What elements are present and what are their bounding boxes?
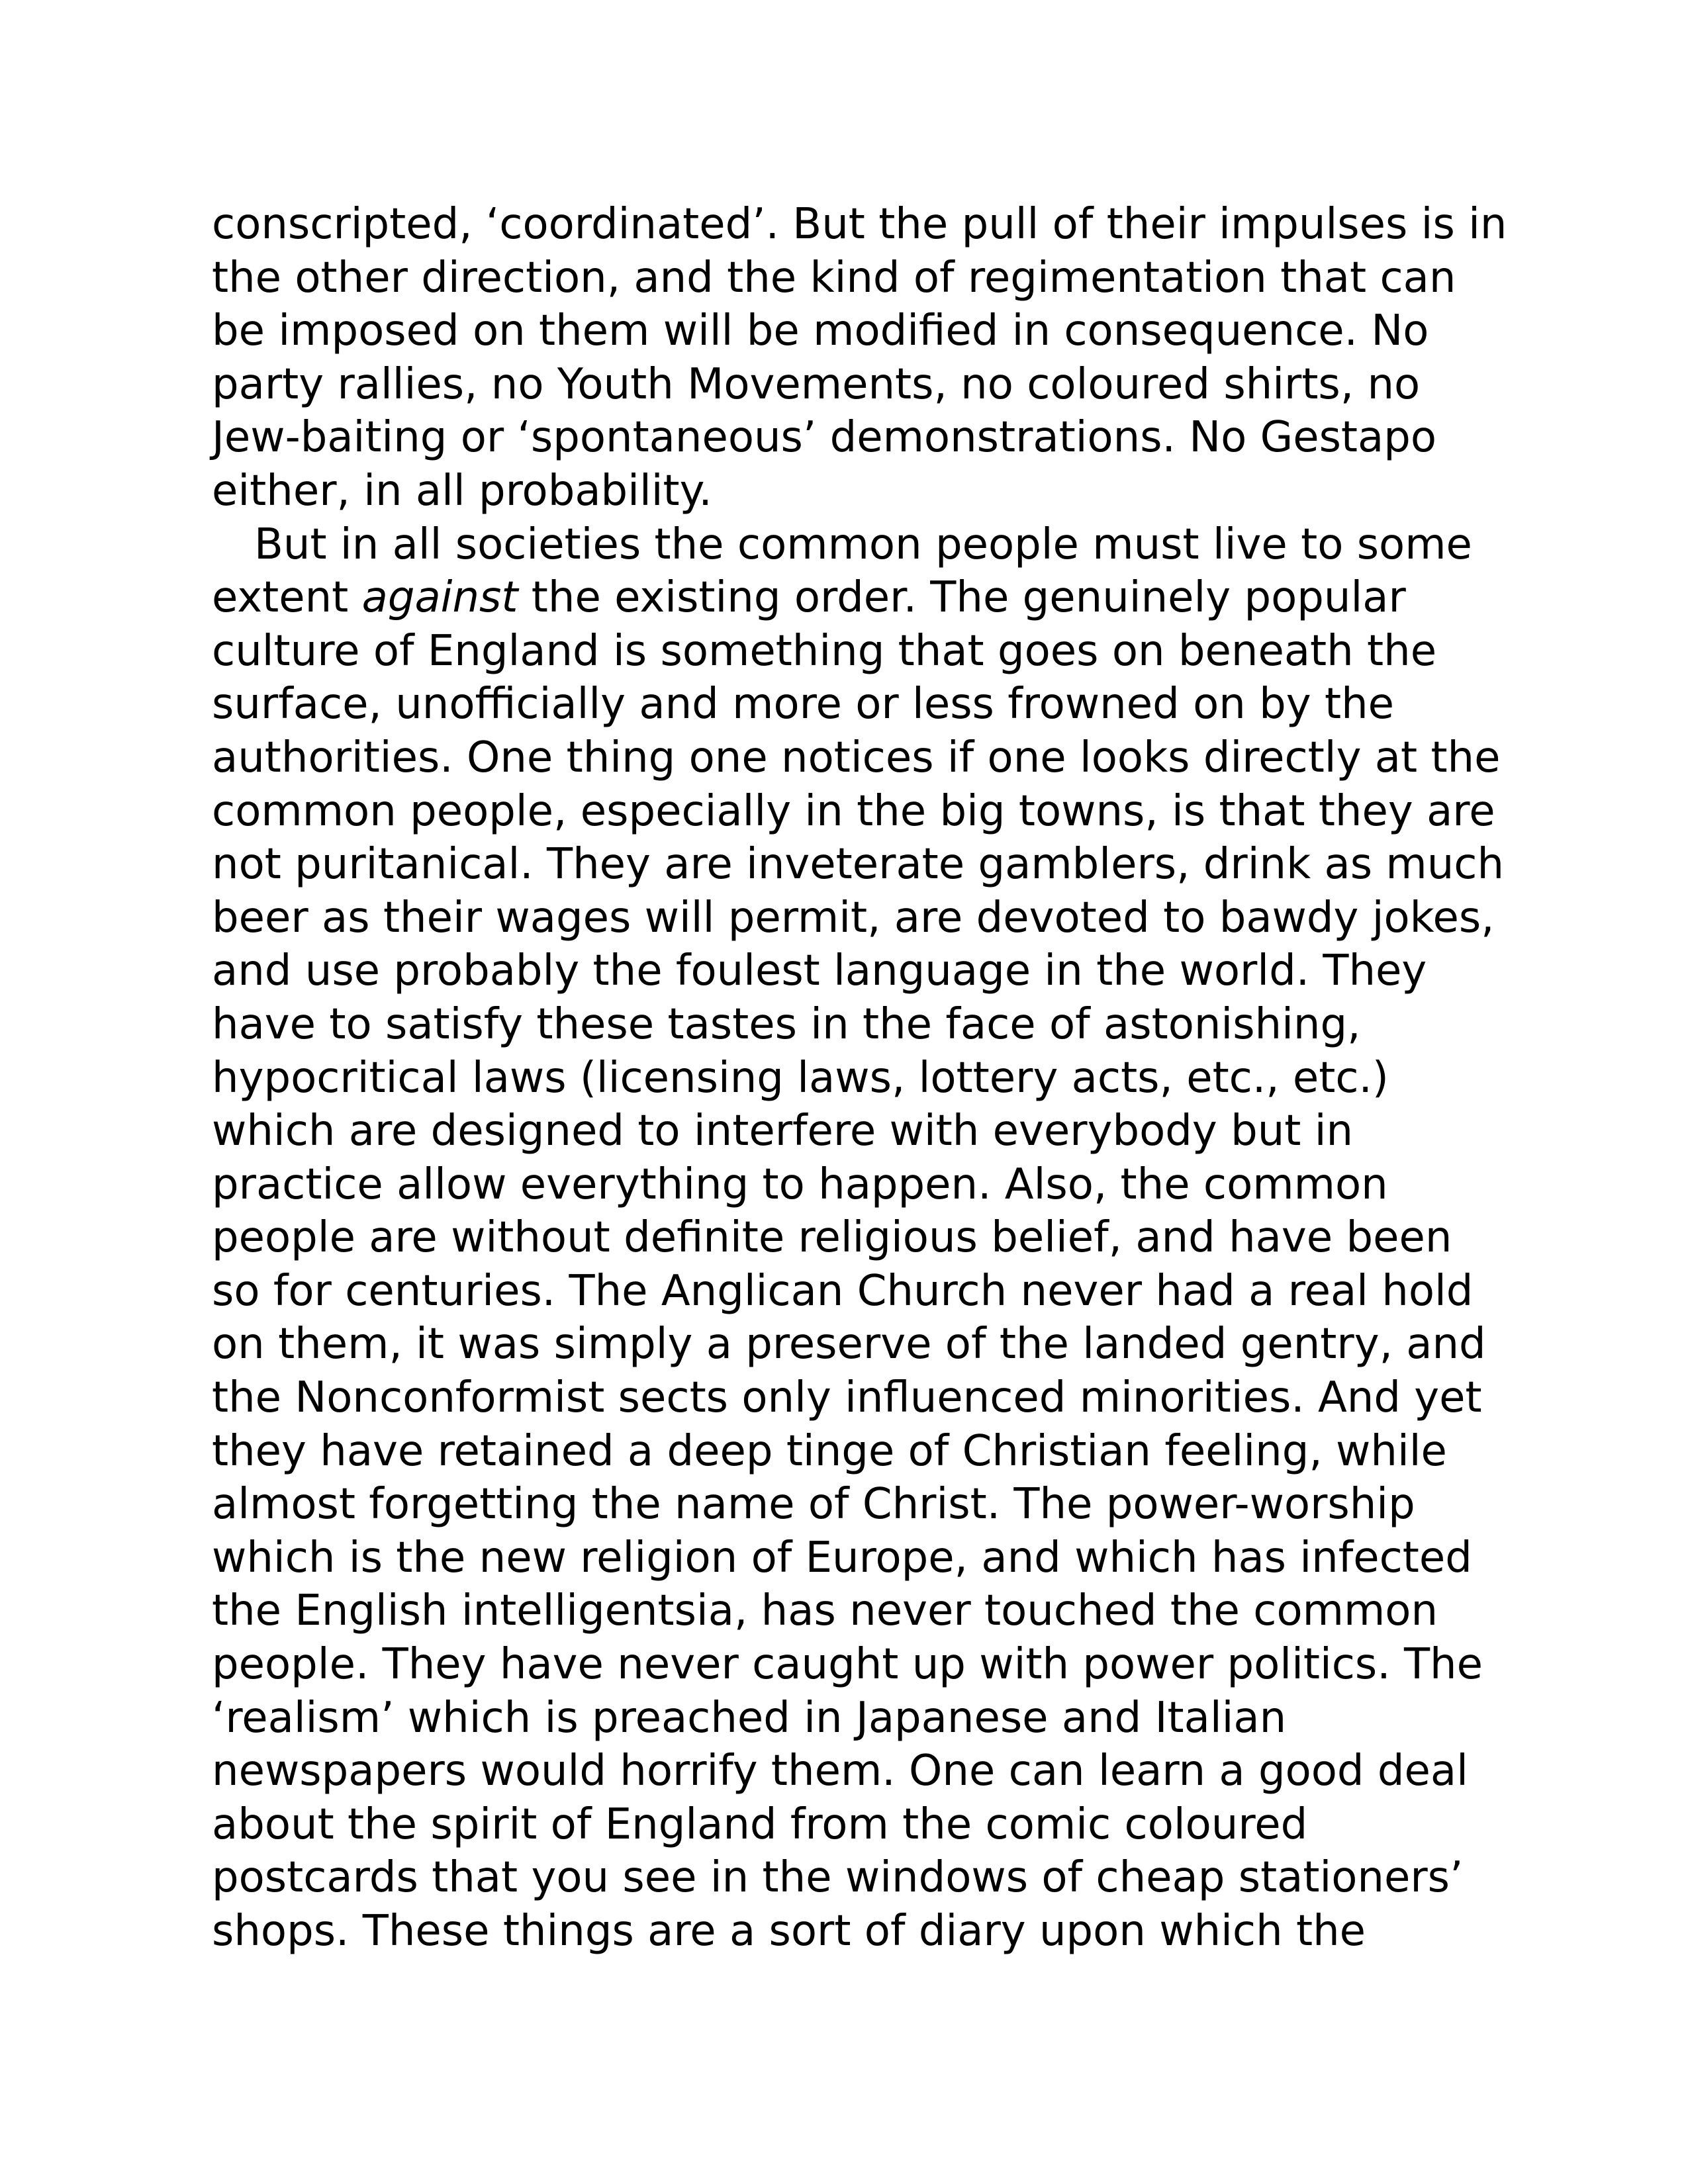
body-text bbox=[212, 198, 1509, 1958]
text-line: they have retained a deep tinge of Christian feeling, while bbox=[212, 1426, 1447, 1476]
text-line: be imposed on them will be modified in consequence. No bbox=[212, 306, 1429, 356]
paragraph bbox=[212, 198, 1509, 518]
italic-emphasis: against bbox=[361, 573, 518, 623]
text-line: which are designed to interfere with everybody but in bbox=[212, 1107, 1354, 1156]
text-line: about the spirit of England from the comic coloured bbox=[212, 1799, 1308, 1849]
text-line: hypocritical laws (licensing laws, lottery acts, etc., etc.) bbox=[212, 1053, 1389, 1103]
text-line: party rallies, no Youth Movements, no coloured shirts, no bbox=[212, 359, 1421, 409]
text-segment: the existing order. The genuinely popular bbox=[518, 573, 1406, 623]
text-line: common people, especially in the big towns, is that they are bbox=[212, 786, 1495, 836]
text-line: either, in all probability. bbox=[212, 466, 712, 516]
paragraph bbox=[212, 518, 1509, 1958]
text-line: so for centuries. The Anglican Church never had a real hold bbox=[212, 1266, 1474, 1316]
text-line: newspapers would horrify them. One can learn a good deal bbox=[212, 1747, 1468, 1796]
text-line-indented: But in all societies the common people must live to some bbox=[254, 520, 1472, 569]
text-line: almost forgetting the name of Christ. The power-worship bbox=[212, 1480, 1415, 1529]
text-line: culture of England is something that goes on beneath the bbox=[212, 626, 1437, 676]
text-line: not puritanical. They are inveterate gamblers, drink as much bbox=[212, 840, 1505, 889]
text-line: beer as their wages will permit, are devoted to bawdy jokes, bbox=[212, 893, 1495, 942]
text-line: and use probably the foulest language in the world. They bbox=[212, 946, 1427, 996]
text-line: surface, unofficially and more or less frowned on by the bbox=[212, 680, 1394, 729]
text-line: Jew-baiting or ‘spontaneous’ demonstrations. No Gestapo bbox=[212, 413, 1436, 463]
text-line: authorities. One thing one notices if one looks directly at the bbox=[212, 733, 1501, 782]
text-line: shops. These things are a sort of diary upon which the bbox=[212, 1907, 1366, 1956]
text-line: on them, it was simply a preserve of the landed gentry, and bbox=[212, 1320, 1486, 1369]
text-line: the other direction, and the kind of regimentation that can bbox=[212, 253, 1456, 302]
text-segment: extent bbox=[212, 573, 362, 623]
text-line: which is the new religion of Europe, and which has infected bbox=[212, 1533, 1472, 1582]
text-line: people. They have never caught up with power politics. The bbox=[212, 1640, 1483, 1690]
text-line: conscripted, ‘coordinated’. But the pull of their impulses is in bbox=[212, 200, 1507, 249]
text-line: the English intelligentsia, has never touched the common bbox=[212, 1586, 1438, 1636]
text-line: ‘realism’ which is preached in Japanese and Italian bbox=[212, 1693, 1287, 1743]
text-line: have to satisfy these tastes in the face of astonishing, bbox=[212, 999, 1361, 1049]
text-line: the Nonconformist sects only influenced minorities. And yet bbox=[212, 1373, 1482, 1423]
text-line: people are without definite religious belief, and have been bbox=[212, 1213, 1452, 1263]
text-line: practice allow everything to happen. Also, the common bbox=[212, 1160, 1388, 1209]
text-line: postcards that you see in the windows of cheap stationers’ bbox=[212, 1853, 1464, 1903]
text-line bbox=[212, 571, 1509, 625]
